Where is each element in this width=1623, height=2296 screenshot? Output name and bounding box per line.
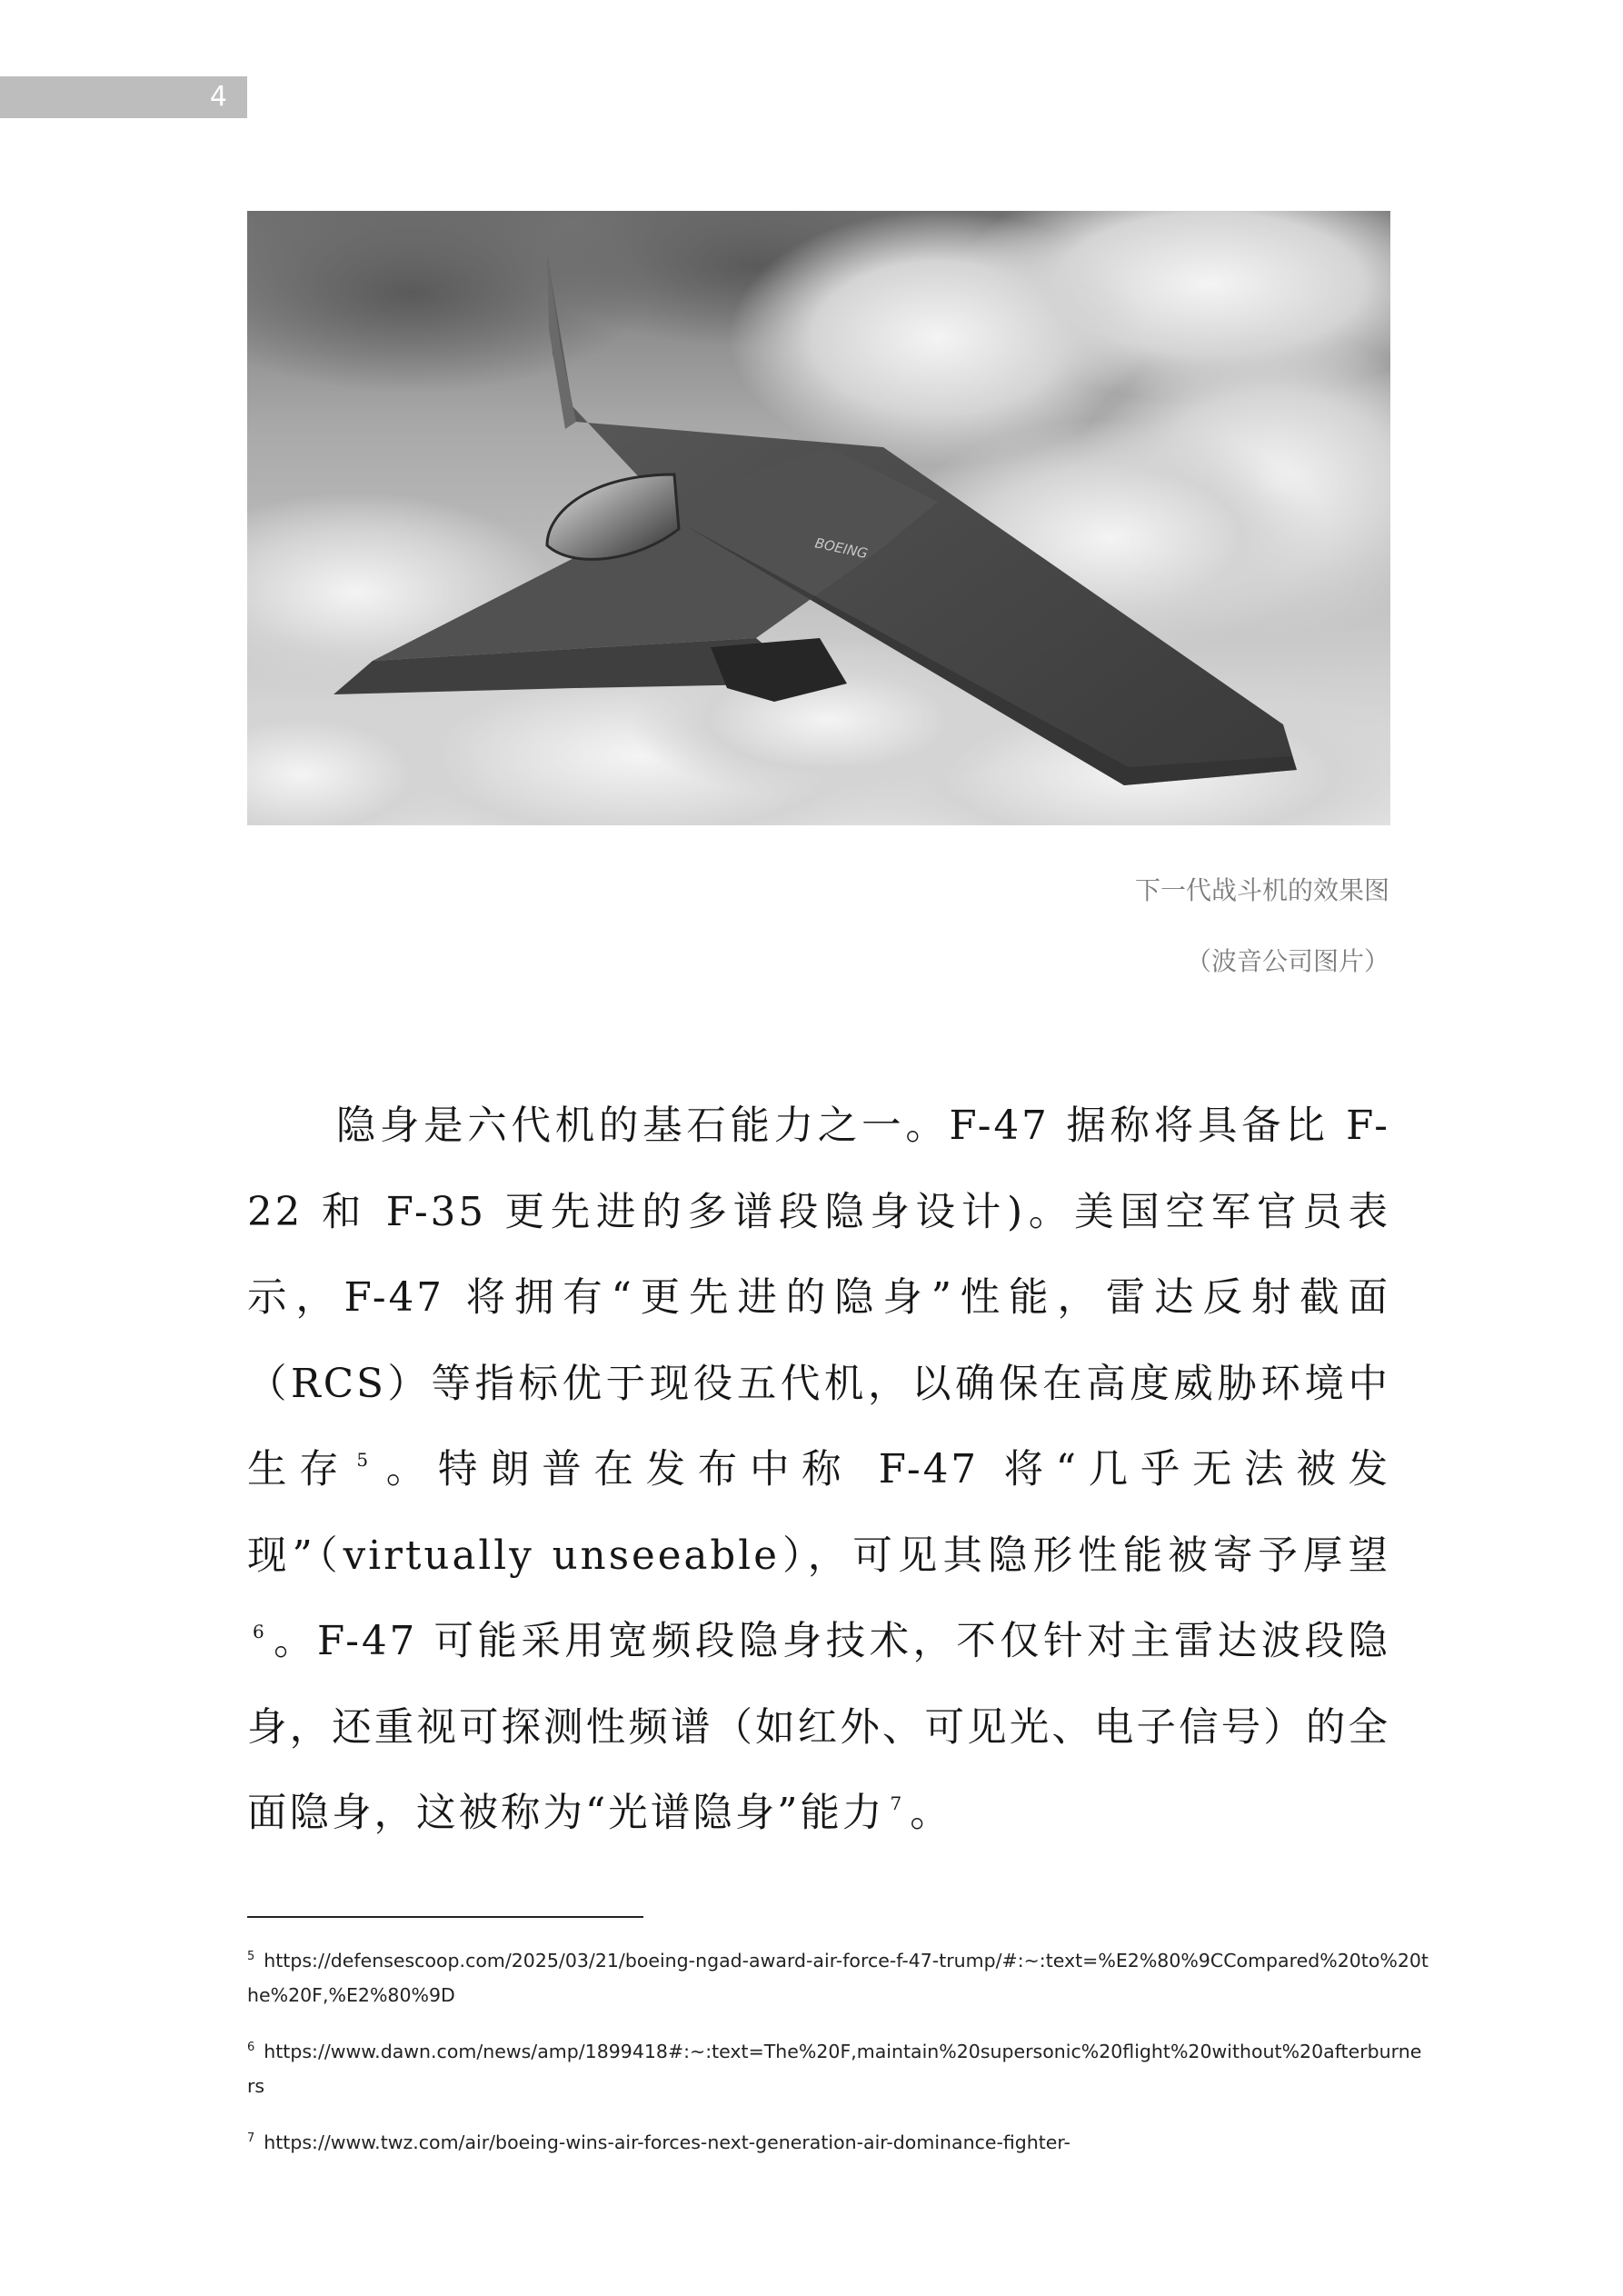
footnote-number: 6 [247,2040,255,2054]
body-text-part-2: 。特朗普在发布中称 F-47 将“几乎无法被发现”（virtually unseeable），可见其隐形性能被寄予厚望 [247,1447,1391,1579]
body-text-part-1: 隐身是六代机的基石能力之一。F-47 据称将具备比 F-22 和 F-35 更先进的多谱段隐身设计)。美国空军官员表示，F-47 将拥有“更先进的隐身”性能，雷达反射截面（RCS）等指标优于现役五代机，以确保在高度威胁环境中生存 [247,1103,1390,1492]
footnote-link[interactable]: https://defensescoop.com/2025/03/21/boeing-ngad-award-air-force-f-47-trump/#:~:text=%E2%80%9CCompared%20to%20the%20F,%E2%80%9D [247,1949,1429,2006]
figure-caption-credit: （波音公司图片） [1185,946,1389,976]
boeing-logo: BOEING [813,534,870,563]
footnote-divider [247,1916,643,1918]
footnote-link[interactable]: https://www.twz.com/air/boeing-wins-air-forces-next-generation-air-dominance-fighter- [264,2131,1070,2153]
footnote-6 [247,2031,1429,2103]
footnote-link[interactable]: https://www.dawn.com/news/amp/1899418#:~:text=The%20F,maintain%20supersonic%20flight%20without%20afterburners [247,2040,1422,2097]
fighter-jet-illustration [247,211,1390,825]
footnote-ref-5[interactable]: 5 [356,1449,372,1471]
page-number: 4 [209,81,227,113]
footnotes [247,1940,1429,2177]
footnote-5 [247,1940,1429,2012]
page-number-bar [0,76,247,118]
footnote-ref-6[interactable]: 6 [253,1621,267,1642]
fighter-jet-image [247,211,1390,825]
figure-caption-title: 下一代战斗机的效果图 [1134,875,1389,905]
body-text-part-3: 。F-47 可能采用宽频段隐身技术，不仅针对主雷达波段隐身，还重视可探测性频谱（如红外、可见光、电子信号）的全面隐身，这被称为“光谱隐身”能力 [247,1619,1390,1836]
body-paragraph [247,1083,1390,1857]
footnote-ref-7[interactable]: 7 [890,1792,905,1814]
footnote-7 [247,2121,1429,2160]
body-text-part-4: 。 [910,1791,952,1836]
footnote-number: 5 [247,1950,255,1963]
footnote-number: 7 [247,2131,255,2145]
